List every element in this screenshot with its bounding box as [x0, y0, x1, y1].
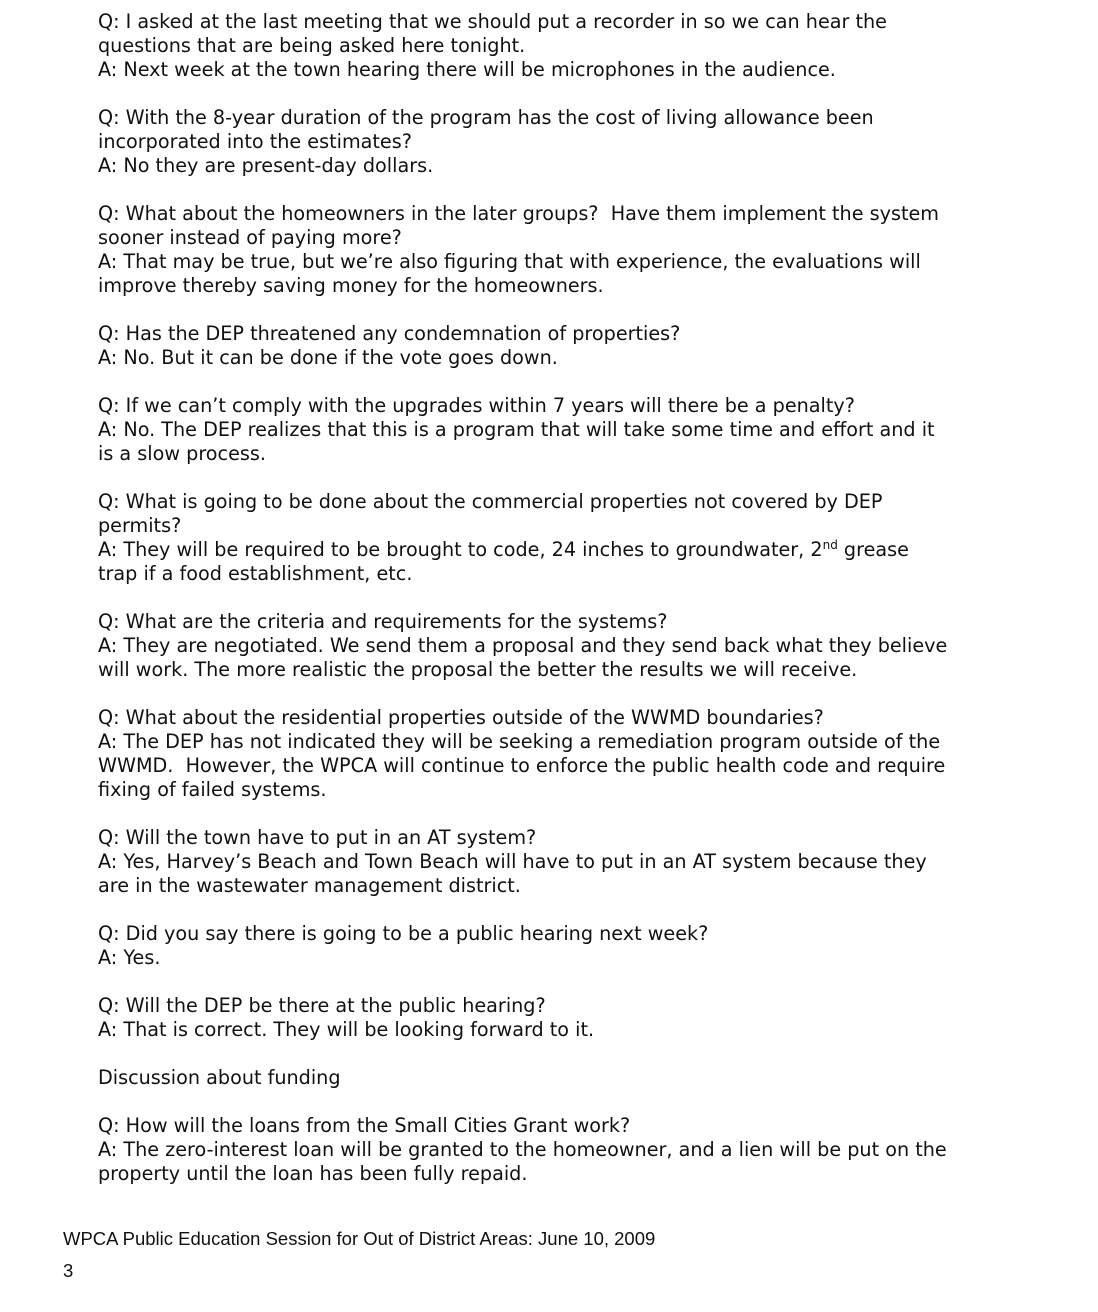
text-line: A: No. The DEP realizes that this is a program that will take some time and effort and it [98, 418, 935, 441]
text-line: permits? [98, 514, 182, 537]
text-line: Q: What are the criteria and requirements for the systems? [98, 610, 668, 633]
paragraph-block [98, 922, 998, 970]
text-line: A: They are negotiated. We send them a proposal and they send back what they believe [98, 634, 948, 657]
text-line: Q: What about the residential properties outside of the WWMD boundaries? [98, 706, 824, 729]
page-number: 3 [63, 1260, 74, 1281]
paragraph-block [98, 394, 998, 466]
text-line: trap if a food establishment, etc. [98, 562, 413, 585]
text-line: will work. The more realistic the proposal the better the results we will receive. [98, 658, 858, 681]
text-line: Q: Did you say there is going to be a public hearing next week? [98, 922, 709, 945]
text-line: Q: Will the DEP be there at the public hearing? [98, 994, 546, 1017]
text-line: Discussion about funding [98, 1066, 341, 1089]
text-line: improve thereby saving money for the homeowners. [98, 274, 604, 297]
text-line: A: No they are present-day dollars. [98, 154, 434, 177]
paragraph-block [98, 490, 998, 586]
text-line: A: That is correct. They will be looking forward to it. [98, 1018, 595, 1041]
paragraph-block [98, 1066, 998, 1090]
text-segment: grease [837, 538, 909, 561]
text-line: are in the wastewater management district. [98, 874, 521, 897]
paragraph-block [98, 10, 998, 82]
text-line: Q: With the 8-year duration of the program has the cost of living allowance been [98, 106, 874, 129]
text-line: A: That may be true, but we’re also figuring that with experience, the evaluations will [98, 250, 921, 273]
text-line: is a slow process. [98, 442, 266, 465]
text-line: A: No. But it can be done if the vote goes down. [98, 346, 558, 369]
text-line: Q: What is going to be done about the commercial properties not covered by DEP [98, 490, 883, 513]
ordinal-superscript: nd [822, 538, 838, 552]
document-body [98, 10, 998, 1210]
text-line: Q: Has the DEP threatened any condemnation of properties? [98, 322, 681, 345]
text-line: fixing of failed systems. [98, 778, 327, 801]
paragraph-block [98, 826, 998, 898]
text-line: WWMD. However, the WPCA will continue to enforce the public health code and require [98, 754, 946, 777]
paragraph-block [98, 610, 998, 682]
text-line: A: The zero-interest loan will be granted to the homeowner, and a lien will be put on the [98, 1138, 947, 1161]
paragraph-block [98, 322, 998, 370]
text-line: Q: Will the town have to put in an AT system? [98, 826, 537, 849]
paragraph-block [98, 106, 998, 178]
text-line: sooner instead of paying more? [98, 226, 402, 249]
text-line: A: The DEP has not indicated they will be seeking a remediation program outside of the [98, 730, 941, 753]
text-line: A: Next week at the town hearing there will be microphones in the audience. [98, 58, 836, 81]
paragraph-block [98, 706, 998, 802]
text-segment: A: They will be required to be brought to code, 24 inches to groundwater, 2 [98, 538, 823, 561]
text-line: questions that are being asked here tonight. [98, 34, 526, 57]
page-footer: WPCA Public Education Session for Out of District Areas: June 10, 2009 [63, 1228, 656, 1249]
paragraph-block [98, 994, 998, 1042]
text-line: incorporated into the estimates? [98, 130, 412, 153]
text-line: Q: I asked at the last meeting that we should put a recorder in so we can hear the [98, 10, 887, 33]
text-line: Q: How will the loans from the Small Cities Grant work? [98, 1114, 631, 1137]
text-line: Q: What about the homeowners in the later groups? Have them implement the system [98, 202, 939, 225]
text-line: A: Yes, Harvey’s Beach and Town Beach will have to put in an AT system because they [98, 850, 927, 873]
text-line: A: Yes. [98, 946, 161, 969]
text-line: property until the loan has been fully repaid. [98, 1162, 528, 1185]
text-line [98, 538, 998, 562]
paragraph-block [98, 1114, 998, 1186]
text-line: Q: If we can’t comply with the upgrades within 7 years will there be a penalty? [98, 394, 855, 417]
paragraph-block [98, 202, 998, 298]
